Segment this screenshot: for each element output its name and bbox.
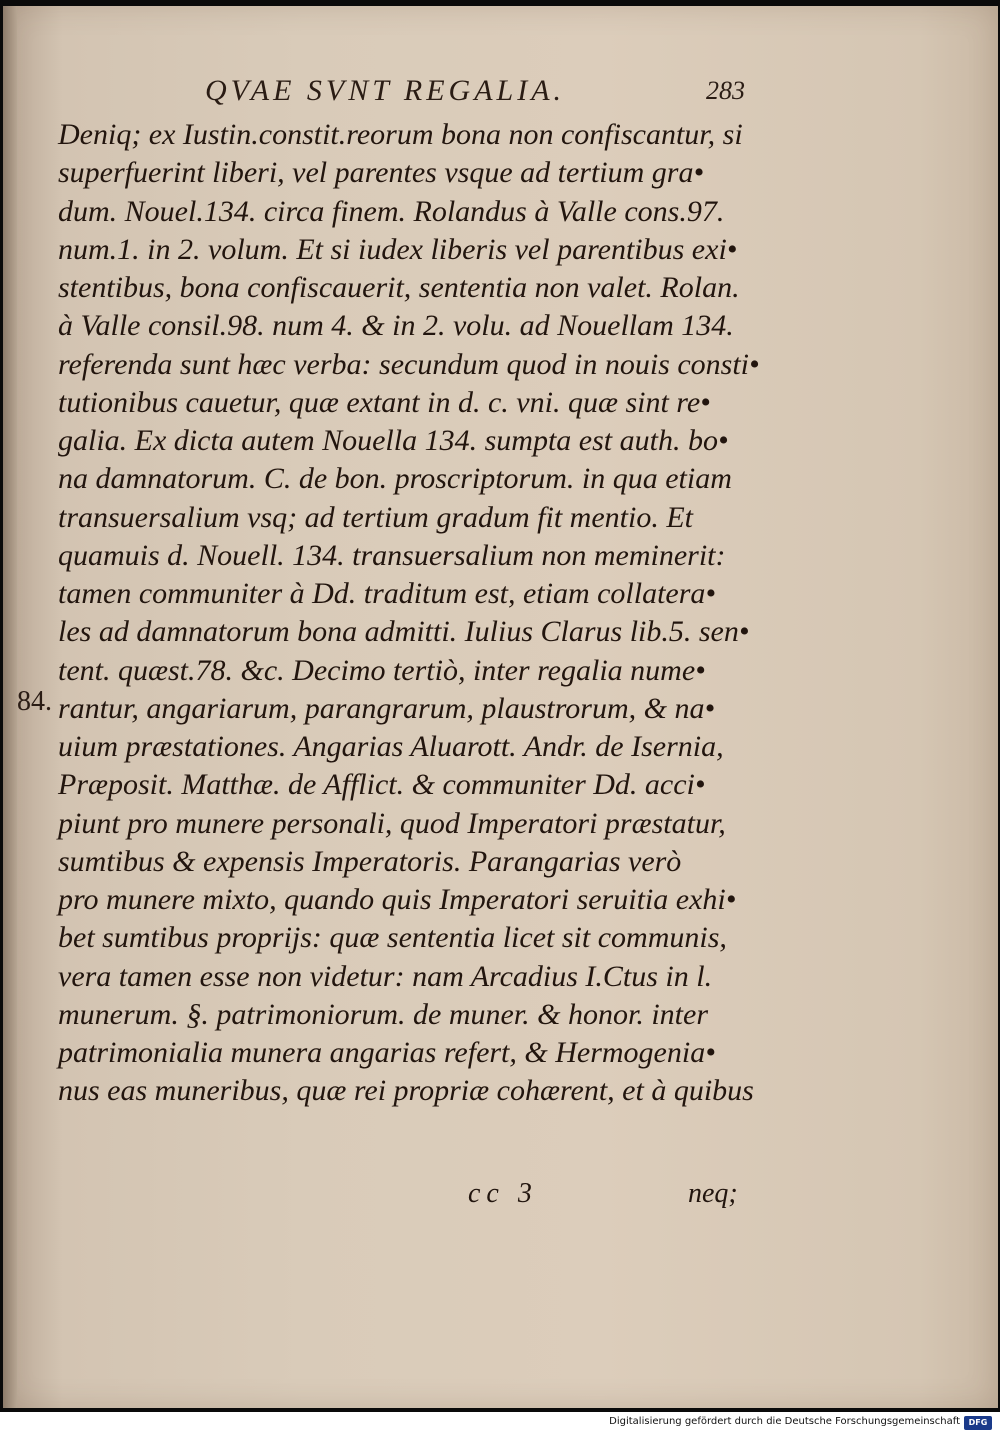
text-line: pro munere mixto, quando quis Imperatori seruitia exhi• [58,883,737,916]
margin-note: 84. [17,686,52,717]
footer-bar [0,1412,1000,1435]
text-line: patrimonialia munera angarias refert, & Hermogenia• [58,1036,716,1069]
text-line: galia. Ex dicta autem Nouella 134. sumpta est auth. bo• [58,424,729,457]
text-line: à Valle consil.98. num 4. & in 2. volu. ad Nouellam 134. [58,309,734,343]
running-title: QVAE SVNT REGALIA. [205,74,566,107]
text-line: les ad damnatorum bona admitti. Iulius Clarus lib.5. sen• [58,615,750,649]
signature-mark: cc 3 [468,1178,538,1209]
text-line: Deniq; ex Iustin.constit.reorum bona non confiscantur, si [58,118,743,151]
catchword: neq; [688,1178,738,1209]
dfg-logo-icon: DFG [964,1416,992,1430]
text-line: na damnatorum. C. de bon. proscriptorum. in qua etiam [58,462,732,496]
page-number: 283 [706,76,745,105]
page-gutter [3,6,17,1408]
body-text [58,116,758,1111]
footer-credit: Digitalisierung gefördert durch die Deutsche Forschungsgemeinschaft [609,1416,960,1427]
text-line: nus eas muneribus, quæ rei propriæ cohærent, et à quibus [58,1074,754,1108]
text-line: tent. quæst.78. &c. Decimo tertiò, inter regalia nume• [58,653,706,687]
text-line: superfuerint liberi, vel parentes vsque ad tertium gra• [58,156,704,190]
text-line: bet sumtibus proprijs: quæ sententia licet sit communis, [58,921,727,955]
text-line: dum. Nouel.134. circa finem. Rolandus à Valle cons.97. [58,194,725,228]
text-line: rantur, angariarum, parangrarum, plaustrorum, & na• [58,691,715,725]
text-line: sumtibus & expensis Imperatoris. Parangarias verò [58,844,682,878]
text-line: stentibus, bona confiscauerit, sententia non valet. Rolan. [58,271,740,304]
text-line: quamuis d. Nouell. 134. transuersalium non meminerit: [58,538,726,572]
page-header [205,74,745,114]
text-line: num.1. in 2. volum. Et si iudex liberis vel parentibus exi• [58,232,738,266]
text-line: transuersalium vsq; ad tertium gradum fit mentio. Et [58,500,693,534]
text-line: vera tamen esse non videtur: nam Arcadius I.Ctus in l. [58,959,713,993]
text-line: munerum. §. patrimoniorum. de muner. & honor. inter [58,997,708,1031]
text-line: referenda sunt hæc verba: secundum quod in nouis consti• [58,347,760,381]
text-line: tamen communiter à Dd. traditum est, etiam collatera• [58,577,716,610]
text-line: Præposit. Matthæ. de Afflict. & communiter Dd. acci• [58,768,706,802]
text-line: uium præstationes. Angarias Aluarott. Andr. de Isernia, [58,730,724,763]
text-line: tutionibus cauetur, quæ extant in d. c. vni. quæ sint re• [58,385,711,419]
text-line: piunt pro munere personali, quod Imperatori præstatur, [58,806,726,840]
